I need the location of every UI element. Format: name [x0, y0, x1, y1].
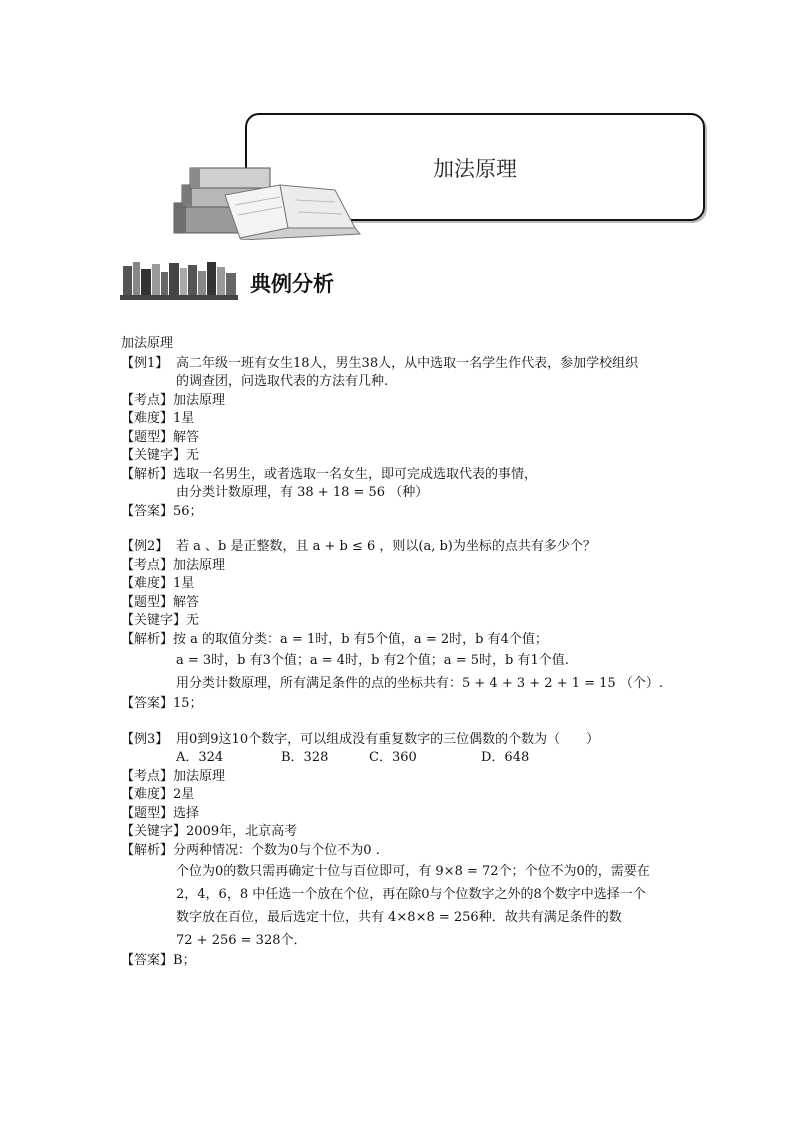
analysis-text: 用分类计数原理，所有满足条件的点的坐标共有：5 + 4 + 3 + 2 + 1 = 15 （个）.	[176, 676, 663, 691]
field-label: 【题型】	[121, 429, 174, 445]
field-label: 【解析】	[121, 631, 174, 647]
analysis-text: 由分类计数原理，有 38 + 18 = 56 （种）	[176, 485, 429, 500]
analysis-text: 按 a 的取值分类：a = 1时，b 有5个值，a = 2时，b 有4个值；	[173, 631, 548, 647]
field-label: 【解析】	[121, 466, 174, 482]
field-label: 【关键字】	[121, 824, 187, 839]
keyword-value: 无	[186, 613, 200, 628]
example-label: 【例1】	[121, 355, 169, 371]
analysis-text: 2，4，6，8 中任选一个放在个位，再在除0与个位数字之外的8个数字中选择一个	[176, 887, 646, 902]
keyword-value: 2009年，北京高考	[186, 824, 298, 839]
analysis-text: 72 + 256 = 328个．	[176, 933, 307, 948]
nandu-value: 1星	[173, 411, 195, 426]
field-label: 【关键字】	[121, 448, 187, 463]
analysis-text: 选取一名男生，或者选取一名女生，即可完成选取代表的事情，	[173, 466, 538, 482]
analysis-text: 数字放在百位，最后选定十位，共有 4×8×8 = 256种．故共有满足条件的数	[176, 910, 622, 925]
books-illustration	[170, 160, 365, 240]
option-b: B．328	[281, 750, 329, 765]
question-text: 用0到9这10个数字，可以组成没有重复数字的三位偶数的个数为（ ）	[176, 731, 600, 747]
answer-value: B；	[173, 953, 196, 968]
field-label: 【考点】	[121, 392, 174, 408]
kaodian-value: 加法原理	[173, 768, 226, 784]
page-title: 加法原理	[433, 157, 517, 181]
analysis-text: 分两种情况：个数为0与个位不为0 .	[173, 842, 380, 858]
example-1	[121, 355, 681, 522]
option-d: D．648	[481, 750, 530, 765]
example-2	[121, 538, 681, 714]
field-label: 【考点】	[121, 557, 174, 573]
field-label: 【答案】	[121, 503, 174, 519]
tixing-value: 解答	[173, 594, 200, 610]
question-text: 的调查团，问选取代表的方法有几种.	[176, 374, 389, 389]
field-label: 【考点】	[121, 768, 174, 784]
tixing-value: 解答	[173, 429, 200, 445]
topic-label: 加法原理	[121, 336, 174, 351]
field-label: 【答案】	[121, 696, 174, 711]
field-label: 【关键字】	[121, 613, 187, 628]
example-label: 【例3】	[121, 731, 169, 747]
example-3	[121, 731, 681, 971]
nandu-value: 2星	[173, 787, 195, 802]
option-a: A．324	[176, 750, 224, 765]
answer-value: 56；	[173, 503, 203, 519]
field-label: 【题型】	[121, 594, 174, 610]
bookshelf-icon	[120, 260, 240, 302]
field-label: 【难度】	[121, 787, 174, 802]
field-label: 【难度】	[121, 411, 174, 426]
nandu-value: 1星	[173, 576, 195, 591]
question-text: 高二年级一班有女生18人，男生38人，从中选取一名学生作代表，参加学校组织	[176, 355, 639, 371]
field-label: 【难度】	[121, 576, 174, 591]
answer-value: 15；	[173, 696, 203, 711]
kaodian-value: 加法原理	[173, 557, 226, 573]
field-label: 【答案】	[121, 953, 174, 968]
keyword-value: 无	[186, 448, 200, 463]
example-label: 【例2】	[121, 539, 169, 554]
question-text: 若 a 、b 是正整数，且 a + b ≤ 6 ，则以(a, b)为坐标的点共有多少个？	[176, 539, 596, 554]
analysis-text: a = 3时，b 有3个值；a = 4时，b 有2个值；a = 5时，b 有1个值.	[176, 653, 569, 668]
document-content	[121, 335, 681, 971]
kaodian-value: 加法原理	[173, 392, 226, 408]
tixing-value: 选择	[173, 805, 200, 821]
section-heading: 典例分析	[250, 272, 334, 296]
option-c: C．360	[369, 750, 417, 765]
answer-options	[121, 749, 681, 768]
analysis-text: 个位为0的数只需再确定十位与百位即可，有 9×8 = 72个；个位不为0的，需要在	[176, 864, 650, 879]
field-label: 【题型】	[121, 805, 174, 821]
field-label: 【解析】	[121, 842, 174, 858]
